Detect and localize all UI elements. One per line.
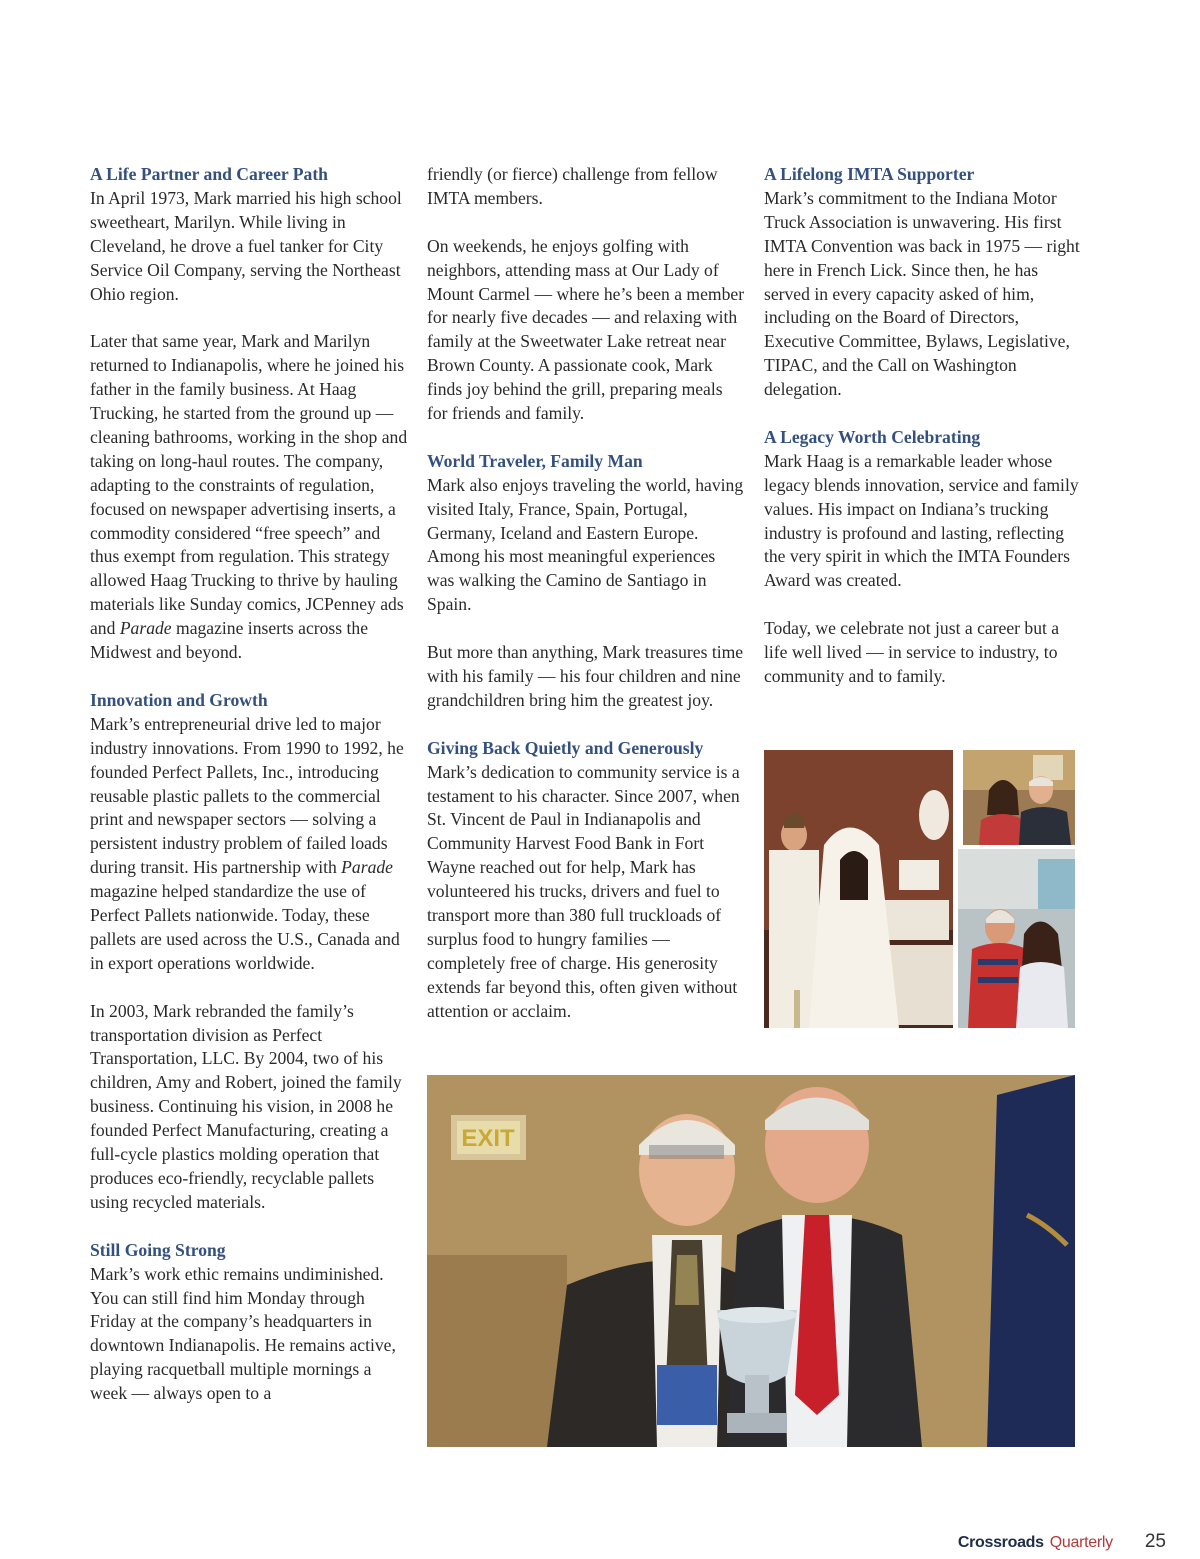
couple-photo-top [963,750,1075,845]
paragraph: But more than anything, Mark treasures time with his family — his four children and nine grandchildren bring him the greatest joy. [427,642,744,710]
paragraph: Later that same year, Mark and Marilyn returned to Indianapolis, where he joined his father in the family business. At Haag Trucking, he started from the ground up — cleaning bathrooms, working in the shop and taking on long-haul routes. The company, adapting to the constraints of regulation, focused on newspaper advertising inserts, a commodity considered “free speech” and thus exempt from regulation. This strategy allowed Haag Trucking to thrive by hauling materials like Sunday comics, JCPenney ads and Parade magazine inserts across the Midwest and beyond. [90,331,408,663]
paragraph: Mark’s dedication to community service is a testament to his character. Since 2007, when St. Vincent de Paul in Indianapolis and Community Harvest Food Bank in Fort Wayne reached out for help, Mark has volunteered his trucks, drivers and fuel to transport more than 380 full truckloads of surplus food to hungry families — completely free of charge. His generosity extends far beyond this, often given without attention or acclaim. [427,761,740,1021]
article-column-1 [90,163,410,1406]
article-column-2 [427,163,747,1024]
section-heading: Still Going Strong [90,1239,226,1260]
section-heading: A Life Partner and Career Path [90,164,328,184]
section-heading: A Lifelong IMTA Supporter [764,164,975,184]
publication-title: Parade [341,857,393,878]
section-heading: Giving Back Quietly and Generously [427,737,704,758]
page-number: 25 [1144,1531,1166,1552]
paragraph: Mark’s commitment to the Indiana Motor Truck Association is unwavering. His first IMTA Convention was back in 1975 — right here in French Lick. Since then, he has served in every capacity asked of him, including on the Board of Directors, Executive Committee, Bylaws, Legislative, TIPAC, and the Call on Washington delegation. [764,187,1080,400]
couple-photo-bottom [958,849,1075,1028]
exit-sign-text: EXIT [461,1125,515,1152]
paragraph: Mark’s work ethic remains undiminished. You can still find him Monday through Friday at the company’s headquarters in downtown Indianapolis. He remains active, playing racquetball multiple mornings a week — always open to a [90,1263,396,1404]
publication-title: Parade [119,618,172,639]
paragraph: In April 1973, Mark married his high school sweetheart, Marilyn. While living in Cleveland, he drove a fuel tanker for City Service Oil Company, serving the Northeast Ohio region. [90,187,402,304]
paragraph: In 2003, Mark rebranded the family’s transportation division as Perfect Transportation, LLC. By 2004, two of his children, Amy and Robert, joined the family business. Continuing his vision, in 2008 he founded Perfect Manufacturing, creating a full-cycle plastics molding operation that produces eco-friendly, recyclable pallets using recycled materials. [90,1000,402,1212]
paragraph: Today, we celebrate not just a career but a life well lived — in service to industry, to community and to family. [764,618,1060,686]
article-column-3 [764,163,1084,689]
award-photo [427,1075,1075,1447]
section-heading: A Legacy Worth Celebrating [764,426,981,447]
paragraph: On weekends, he enjoys golfing with neighbors, attending mass at Our Lady of Mount Carmel — where he’s been a member for nearly five decades — and relaxing with family at the Sweetwater Lake retreat near Brown County. A passionate cook, Mark finds joy behind the grill, preparing meals for friends and family. [427,235,745,424]
wedding-photo [764,750,953,1028]
paragraph: Mark Haag is a remarkable leader whose legacy blends innovation, service and family values. His impact on Indiana’s trucking industry is profound and lasting, reflecting the very spirit in which the IMTA Founders Award was created. [764,450,1079,591]
paragraph: friendly (or fierce) challenge from fellow IMTA members. [427,164,718,208]
magazine-name: Crossroads [957,1534,1044,1551]
section-heading: Innovation and Growth [90,689,268,710]
paragraph: Mark also enjoys traveling the world, having visited Italy, France, Spain, Portugal, Germany, Iceland and Eastern Europe. Among his most meaningful experiences was walking the Camino de Santiago in Spain. [427,474,744,615]
magazine-name-suffix: Quarterly [1049,1534,1113,1551]
paragraph: Mark’s entrepreneurial drive led to major industry innovations. From 1990 to 1992, he founded Perfect Pallets, Inc., introducing reusable plastic pallets to the commercial print and newspaper sectors — solving a persistent industry problem of failed loads during transit. His partnership with Parade magazine helped standardize the use of Perfect Pallets nationwide. Today, these pallets are used across the U.S., Canada and in export operations worldwide. [90,713,404,973]
page-footer [958,1531,1166,1559]
section-heading: World Traveler, Family Man [427,450,643,471]
